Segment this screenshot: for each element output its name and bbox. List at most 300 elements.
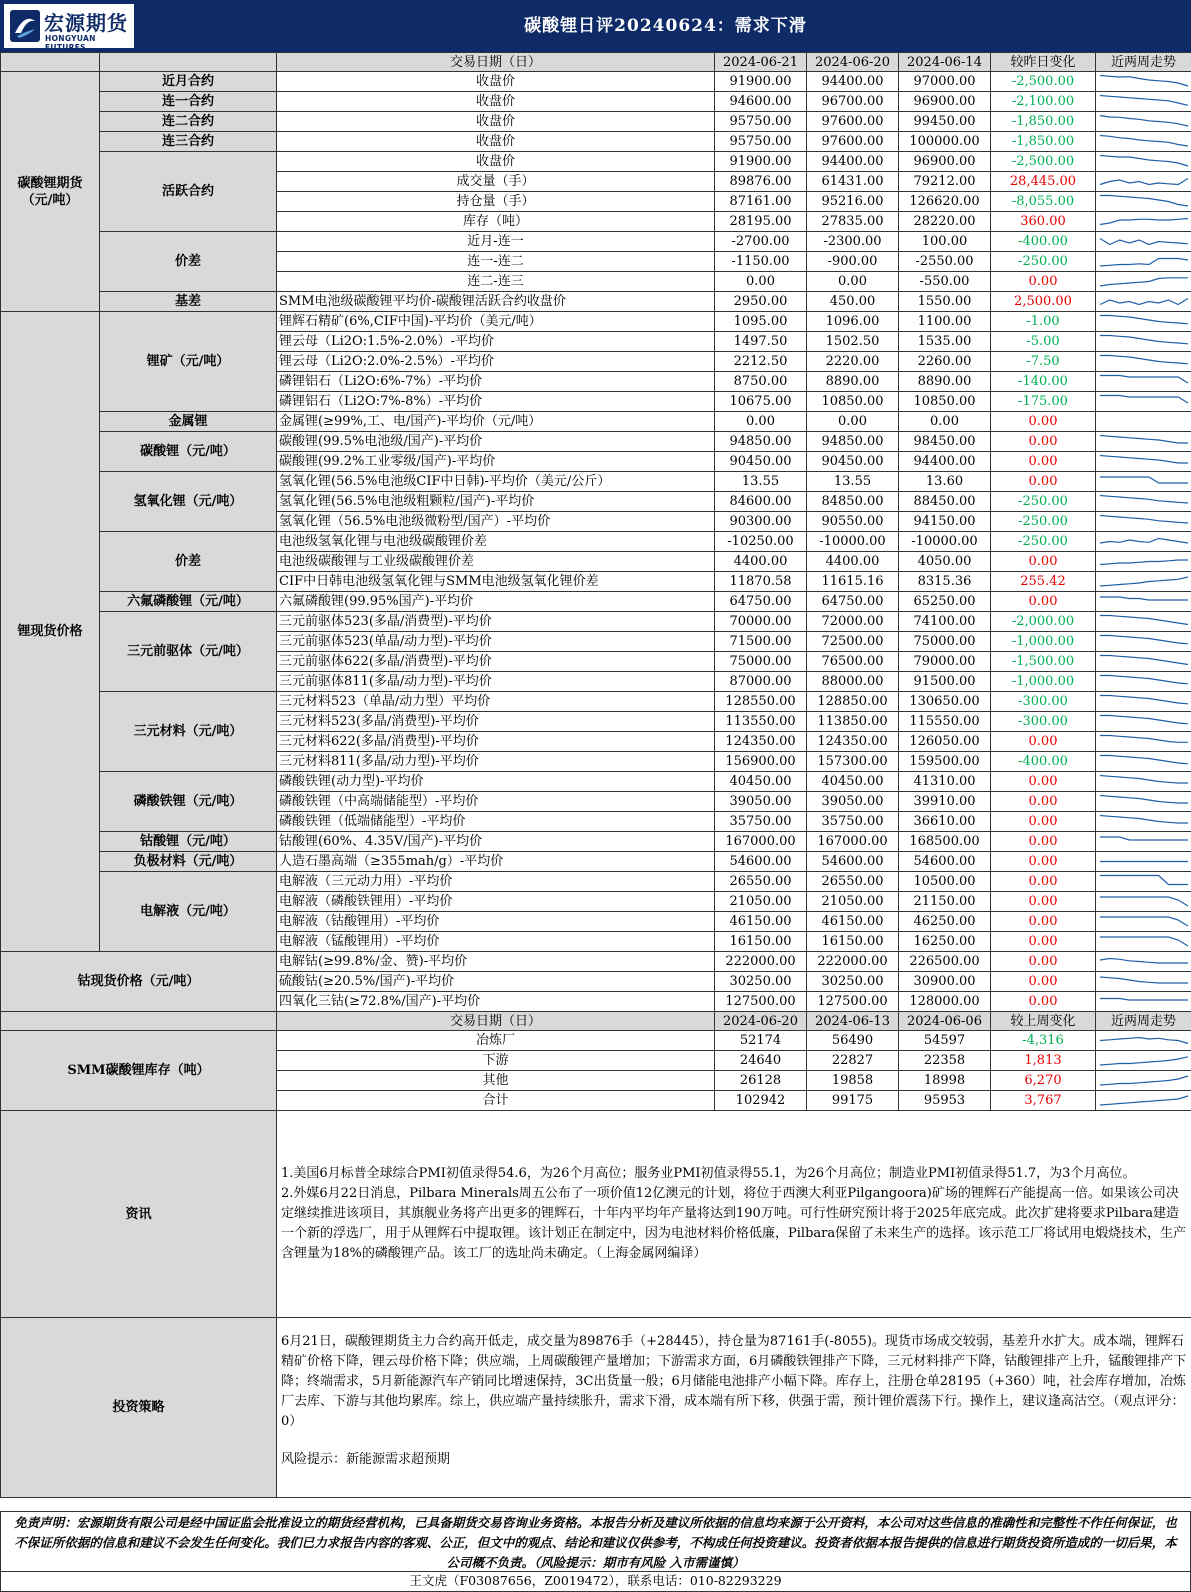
value-date-1: 71500.00 <box>715 632 807 652</box>
trend-sparkline <box>1096 792 1191 812</box>
row-item-label: 三元材料523（单晶/动力型）平均价 <box>277 692 715 712</box>
category-label: 锂矿（元/吨） <box>100 312 277 412</box>
trend-sparkline <box>1096 272 1191 292</box>
strategy-body <box>277 1318 1191 1498</box>
sparkline-icon <box>1096 992 1191 1011</box>
category-label: 负极材料（元/吨） <box>100 852 277 872</box>
row-item-label: SMM电池级碳酸锂平均价-碳酸锂活跃合约收盘价 <box>277 292 715 312</box>
sparkline-path <box>1100 136 1188 147</box>
company-logo <box>3 3 135 52</box>
row-item-label: 三元材料622(多晶/消费型)-平均价 <box>277 732 715 752</box>
value-date-3: 88450.00 <box>899 492 991 512</box>
trend-sparkline <box>1096 392 1191 412</box>
sparkline-path <box>1100 837 1188 840</box>
sparkline-path <box>1100 436 1188 444</box>
value-date-1: 156900.00 <box>715 752 807 772</box>
change-value: 0.00 <box>991 852 1096 872</box>
row-item-label: 近月-连一 <box>277 232 715 252</box>
value-date-2: 157300.00 <box>807 752 899 772</box>
trend-sparkline <box>1096 652 1191 672</box>
value-date-3: 18998 <box>899 1071 991 1091</box>
row-item-label: 四氧化三钴(≥72.8%/国产)-平均价 <box>277 992 715 1012</box>
value-date-2: 84850.00 <box>807 492 899 512</box>
sparkline-icon <box>1096 152 1191 171</box>
value-date-1: 52174 <box>715 1031 807 1051</box>
sparkline-path <box>1100 156 1188 167</box>
news-paragraph: 2.外媒6月22日消息，Pilbara Minerals周五公布了一项价值12亿澳元的计划，将位于西澳大利亚Pilgangoora)矿场的锂辉石产能提高一倍。如果该公司决定继续推进该项目，其旗舰业务将产出更多的锂辉石，十年内平均年产量将达到190万吨。可行性研究预计将于2025年底完成。此次扩建将要求Pilbara建造一个新的浮选厂，用于从锂辉石中提取锂。该计划正在制定中，因为电池材料价格低廉，Pilbara保留了未来生产的选择。该示范工厂将试用电煅烧技术，生产含锂量为18%的磷酸锂产品。该工厂的选址尚未确定。（上海金属网编译） <box>281 1186 1187 1261</box>
value-date-1: 1497.50 <box>715 332 807 352</box>
change-value: 0.00 <box>991 912 1096 932</box>
change-value: 0.00 <box>991 732 1096 752</box>
header-date-1: 2024-06-21 <box>715 53 807 72</box>
sparkline-icon <box>1096 632 1191 651</box>
value-date-3: 54597 <box>899 1031 991 1051</box>
sparkline-path <box>1100 1076 1188 1085</box>
sparkline-icon <box>1096 712 1191 731</box>
value-date-2: 27835.00 <box>807 212 899 232</box>
sparkline-icon <box>1096 312 1191 331</box>
category-label: 基差 <box>100 292 277 312</box>
value-date-2: -900.00 <box>807 252 899 272</box>
sparkline-path <box>1100 496 1188 504</box>
value-date-2: 54600.00 <box>807 852 899 872</box>
value-date-1: 28195.00 <box>715 212 807 232</box>
change-value: -400.00 <box>991 752 1096 772</box>
sparkline-icon <box>1096 352 1191 371</box>
sparkline-path <box>1100 396 1188 404</box>
trend-sparkline <box>1096 632 1191 652</box>
sparkline-icon <box>1096 1051 1191 1070</box>
trend-sparkline <box>1096 672 1191 692</box>
row-item-label: 电解液（三元动力用）-平均价 <box>277 872 715 892</box>
value-date-1: 13.55 <box>715 472 807 492</box>
value-date-2: 96700.00 <box>807 92 899 112</box>
trend-sparkline <box>1096 372 1191 392</box>
value-date-3: 39910.00 <box>899 792 991 812</box>
trend-sparkline <box>1096 552 1191 572</box>
trend-sparkline <box>1096 332 1191 352</box>
change-value: -2,000.00 <box>991 612 1096 632</box>
change-value: -400.00 <box>991 232 1096 252</box>
value-date-1: 94850.00 <box>715 432 807 452</box>
change-value: 0.00 <box>991 972 1096 992</box>
change-value: 0.00 <box>991 952 1096 972</box>
sparkline-icon <box>1096 692 1191 711</box>
value-date-1: 64750.00 <box>715 592 807 612</box>
row-item-label: 磷锂铝石（Li2O:7%-8%）-平均价 <box>277 392 715 412</box>
trend-sparkline <box>1096 812 1191 832</box>
table-row <box>1 292 1191 312</box>
sparkline-icon <box>1096 532 1191 551</box>
sparkline-icon <box>1096 432 1191 451</box>
row-item-label: 三元前驱体622(多晶/消费型)-平均价 <box>277 652 715 672</box>
value-date-2: 97600.00 <box>807 112 899 132</box>
value-date-2: 127500.00 <box>807 992 899 1012</box>
sparkline-icon <box>1096 932 1191 951</box>
sparkline-icon <box>1096 892 1191 911</box>
sparkline-icon <box>1096 232 1191 251</box>
trend-sparkline <box>1096 252 1191 272</box>
sparkline-path <box>1100 356 1188 364</box>
value-date-3: 95953 <box>899 1091 991 1111</box>
sparkline-icon <box>1096 672 1191 691</box>
sparkline-icon <box>1096 492 1191 511</box>
change-value: 0.00 <box>991 992 1096 1012</box>
change-value: -4,316 <box>991 1031 1096 1051</box>
value-date-2: 21050.00 <box>807 892 899 912</box>
sparkline-path <box>1100 116 1188 127</box>
change-value: 0.00 <box>991 432 1096 452</box>
value-date-2: 19858 <box>807 1071 899 1091</box>
sparkline-icon <box>1096 772 1191 791</box>
header-trade-date: 交易日期（日） <box>277 53 715 72</box>
category-label: 金属锂 <box>100 412 277 432</box>
value-date-3: 94150.00 <box>899 512 991 532</box>
trend-sparkline <box>1096 1091 1191 1111</box>
news-paragraph: 1.美国6月标普全球综合PMI初值录得54.6，为26个月高位；服务业PMI初值录得55.1，为26个月高位；制造业PMI初值录得51.7，为3个月高位。 <box>281 1166 1136 1181</box>
sparkline-path <box>1100 539 1188 544</box>
value-date-3: 98450.00 <box>899 432 991 452</box>
value-date-1: 91900.00 <box>715 72 807 92</box>
change-value: -1.00 <box>991 312 1096 332</box>
value-date-2: -2300.00 <box>807 232 899 252</box>
header-blank <box>1 53 100 72</box>
value-date-1: 167000.00 <box>715 832 807 852</box>
strategy-paragraph: 6月21日，碳酸锂期货主力合约高开低走，成交量为89876手（+28445），持仓量为87161手(-8055)。现货市场成交较弱，基差升水扩大。成本端，锂辉石精矿价格下降，锂云母价格下降；供应端，上周碳酸锂产量增加；下游需求方面，6月磷酸铁锂排产下降，三元材料排产下降，钴酸锂排产上升，锰酸锂排产下降；终端需求，5月新能源汽车产销同比增速保持，3C出货量一般；6月储能电池排产小幅下降。库存上，注册仓单28195（+360）吨，社会库存增加，冶炼厂去库、下游与其他均累库。综上，供应端产量持续胀升，需求下滑，成本端有所下移，供强于需，预计锂价震荡下行。操作上，建议逢高沽空。（观点评分：0） <box>281 1334 1187 1429</box>
strategy-label: 投资策略 <box>1 1318 277 1498</box>
report-title: 碳酸锂日评20240624：需求下滑 <box>524 16 807 36</box>
sparkline-icon <box>1096 952 1191 971</box>
row-item-label: 收盘价 <box>277 152 715 172</box>
value-date-1: 40450.00 <box>715 772 807 792</box>
header-trend: 近两周走势 <box>1096 1012 1191 1031</box>
row-item-label: 氢氧化锂(56.5%电池级CIF中日韩)-平均价（美元/公斤） <box>277 472 715 492</box>
header-date-3: 2024-06-06 <box>899 1012 991 1031</box>
sparkline-path <box>1100 259 1188 267</box>
change-value: 0.00 <box>991 872 1096 892</box>
trend-sparkline <box>1096 732 1191 752</box>
row-item-label: 六氟磷酸锂(99.95%国产)-平均价 <box>277 592 715 612</box>
table-row <box>1 592 1191 612</box>
sparkline-icon <box>1096 792 1191 811</box>
row-item-label: 碳酸锂(99.2%工业零级/国产)-平均价 <box>277 452 715 472</box>
change-value: 0.00 <box>991 892 1096 912</box>
row-item-label: 磷酸铁锂(动力型)-平均价 <box>277 772 715 792</box>
row-item-label: 连一-连二 <box>277 252 715 272</box>
value-date-1: 87161.00 <box>715 192 807 212</box>
row-item-label: 成交量（手） <box>277 172 715 192</box>
row-item-label: 其他 <box>277 1071 715 1091</box>
change-value: -1,850.00 <box>991 132 1096 152</box>
change-value: 0.00 <box>991 552 1096 572</box>
row-item-label: 磷锂铝石（Li2O:6%-7%）-平均价 <box>277 372 715 392</box>
value-date-3: 30900.00 <box>899 972 991 992</box>
value-date-2: 4400.00 <box>807 552 899 572</box>
row-item-label: 磷酸铁锂（中高端储能型）-平均价 <box>277 792 715 812</box>
value-date-3: 99450.00 <box>899 112 991 132</box>
sparkline-icon <box>1096 912 1191 931</box>
row-item-label: 电解液（钴酸锂用）-平均价 <box>277 912 715 932</box>
sparkline-icon <box>1096 852 1191 871</box>
sparkline-path <box>1100 636 1188 644</box>
sparkline-path <box>1100 219 1188 225</box>
sparkline-icon <box>1096 552 1191 571</box>
sparkline-path <box>1100 239 1188 245</box>
value-date-2: 40450.00 <box>807 772 899 792</box>
value-date-3: 226500.00 <box>899 952 991 972</box>
value-date-2: 0.00 <box>807 412 899 432</box>
row-item-label: 氢氧化锂（56.5%电池级微粉型/国产）-平均价 <box>277 512 715 532</box>
value-date-1: 84600.00 <box>715 492 807 512</box>
table-row <box>1 1031 1191 1051</box>
value-date-1: 128550.00 <box>715 692 807 712</box>
sparkline-icon <box>1096 372 1191 391</box>
table-row <box>1 832 1191 852</box>
change-value: 1,813 <box>991 1051 1096 1071</box>
header-blank <box>1 1012 277 1031</box>
category-label: 连二合约 <box>100 112 277 132</box>
sparkline-path <box>1100 1096 1188 1105</box>
news-body <box>277 1111 1191 1318</box>
trend-sparkline <box>1096 112 1191 132</box>
group-label: 碳酸锂期货（元/吨） <box>1 72 100 312</box>
sparkline-path <box>1100 597 1188 600</box>
group-label: SMM碳酸锂库存（吨） <box>1 1031 277 1111</box>
category-label: 六氟磷酸锂（元/吨） <box>100 592 277 612</box>
value-date-2: 94400.00 <box>807 72 899 92</box>
table-row <box>1 852 1191 872</box>
trend-sparkline <box>1096 612 1191 632</box>
trend-sparkline <box>1096 132 1191 152</box>
sparkline-path <box>1100 999 1188 1001</box>
sparkline-path <box>1100 696 1188 704</box>
row-item-label: 金属锂(≥99%,工、电/国产)-平均价（元/吨） <box>277 412 715 432</box>
table-row <box>1 692 1191 712</box>
table-row <box>1 532 1191 552</box>
category-label: 价差 <box>100 532 277 592</box>
sparkline-icon <box>1096 292 1191 311</box>
sparkline-path <box>1100 977 1188 983</box>
sparkline-icon <box>1096 1091 1191 1110</box>
table-row <box>1 1318 1191 1498</box>
header-trend: 近两周走势 <box>1096 53 1191 72</box>
sparkline-icon <box>1096 512 1191 531</box>
value-date-1: 222000.00 <box>715 952 807 972</box>
sparkline-path <box>1100 616 1188 625</box>
row-item-label: 冶炼厂 <box>277 1031 715 1051</box>
sparkline-icon <box>1096 392 1191 411</box>
sparkline-icon <box>1096 572 1191 591</box>
value-date-1: 113550.00 <box>715 712 807 732</box>
table-row <box>1 132 1191 152</box>
sparkline-icon <box>1096 252 1191 271</box>
risk-warning: 风险提示：新能源需求超预期 <box>281 1452 451 1467</box>
row-item-label: 硫酸钴(≥20.5%/国产)-平均价 <box>277 972 715 992</box>
value-date-2: -10000.00 <box>807 532 899 552</box>
trend-sparkline <box>1096 452 1191 472</box>
value-date-1: 94600.00 <box>715 92 807 112</box>
change-value: 6,270 <box>991 1071 1096 1091</box>
value-date-1: 90450.00 <box>715 452 807 472</box>
value-date-1: 30250.00 <box>715 972 807 992</box>
report-header <box>0 0 1191 52</box>
sparkline-path <box>1100 959 1188 964</box>
value-date-3: 97000.00 <box>899 72 991 92</box>
sparkline-icon <box>1096 452 1191 471</box>
value-date-3: 8315.36 <box>899 572 991 592</box>
value-date-2: 95216.00 <box>807 192 899 212</box>
trend-sparkline <box>1096 972 1191 992</box>
sparkline-icon <box>1096 472 1191 491</box>
value-date-3: 1100.00 <box>899 312 991 332</box>
value-date-3: 115550.00 <box>899 712 991 732</box>
value-date-2: 61431.00 <box>807 172 899 192</box>
value-date-3: 1550.00 <box>899 292 991 312</box>
value-date-3: 36610.00 <box>899 812 991 832</box>
value-date-3: 10850.00 <box>899 392 991 412</box>
value-date-1: 2950.00 <box>715 292 807 312</box>
row-item-label: 三元前驱体523(单晶/动力型)-平均价 <box>277 632 715 652</box>
trend-sparkline <box>1096 292 1191 312</box>
value-date-2: 64750.00 <box>807 592 899 612</box>
value-date-3: 96900.00 <box>899 92 991 112</box>
value-date-2: 0.00 <box>807 272 899 292</box>
value-date-2: 94400.00 <box>807 152 899 172</box>
value-date-1: 46150.00 <box>715 912 807 932</box>
row-item-label: 收盘价 <box>277 132 715 152</box>
value-date-2: 56490 <box>807 1031 899 1051</box>
table-row <box>1 1012 1191 1031</box>
group-label: 钴现货价格（元/吨） <box>1 952 277 1012</box>
value-date-2: 450.00 <box>807 292 899 312</box>
value-date-1: 102942 <box>715 1091 807 1111</box>
value-date-1: 16150.00 <box>715 932 807 952</box>
value-date-1: 4400.00 <box>715 552 807 572</box>
sparkline-icon <box>1096 172 1191 191</box>
header-date-3: 2024-06-14 <box>899 53 991 72</box>
value-date-3: 41310.00 <box>899 772 991 792</box>
value-date-3: 168500.00 <box>899 832 991 852</box>
row-item-label: 钴酸锂(60%、4.35V/国产)-平均价 <box>277 832 715 852</box>
sparkline-icon <box>1096 132 1191 151</box>
sparkline-path <box>1100 676 1188 684</box>
row-item-label: 三元材料811(多晶/动力型)-平均价 <box>277 752 715 772</box>
value-date-2: 11615.16 <box>807 572 899 592</box>
value-date-1: 91900.00 <box>715 152 807 172</box>
value-date-2: 26550.00 <box>807 872 899 892</box>
change-value: 360.00 <box>991 212 1096 232</box>
logo-en-text: HONGYUAN FUTURES <box>45 34 96 52</box>
category-label: 磷酸铁锂（元/吨） <box>100 772 277 832</box>
row-item-label: 持仓量（手） <box>277 192 715 212</box>
sparkline-path <box>1100 577 1188 586</box>
value-date-1: -10250.00 <box>715 532 807 552</box>
category-label: 连一合约 <box>100 92 277 112</box>
change-value: 3,767 <box>991 1091 1096 1111</box>
row-item-label: 锂云母（Li2O:1.5%-2.0%）-平均价 <box>277 332 715 352</box>
sparkline-path <box>1100 816 1188 824</box>
sparkline-icon <box>1096 272 1191 291</box>
change-value: 2,500.00 <box>991 292 1096 312</box>
sparkline-path <box>1100 336 1188 344</box>
value-date-2: 94850.00 <box>807 432 899 452</box>
trend-sparkline <box>1096 72 1191 92</box>
sparkline-path <box>1100 937 1188 946</box>
change-value: 0.00 <box>991 452 1096 472</box>
value-date-2: 99175 <box>807 1091 899 1111</box>
change-value: 0.00 <box>991 932 1096 952</box>
row-item-label: 三元材料523(多晶/消费型)-平均价 <box>277 712 715 732</box>
sparkline-path <box>1100 796 1188 804</box>
value-date-2: 90450.00 <box>807 452 899 472</box>
change-value: -1,000.00 <box>991 632 1096 652</box>
value-date-2: 97600.00 <box>807 132 899 152</box>
table-row <box>1 472 1191 492</box>
value-date-2: 8890.00 <box>807 372 899 392</box>
table-row <box>1 772 1191 792</box>
value-date-2: 76500.00 <box>807 652 899 672</box>
value-date-1: 89876.00 <box>715 172 807 192</box>
trend-sparkline <box>1096 872 1191 892</box>
trend-sparkline <box>1096 1071 1191 1091</box>
sparkline-path <box>1100 917 1188 926</box>
row-item-label: 下游 <box>277 1051 715 1071</box>
value-date-3: 21150.00 <box>899 892 991 912</box>
sparkline-path <box>1100 516 1188 524</box>
sparkline-icon <box>1096 652 1191 671</box>
value-date-1: 127500.00 <box>715 992 807 1012</box>
row-item-label: 收盘价 <box>277 92 715 112</box>
header-date-1: 2024-06-20 <box>715 1012 807 1031</box>
value-date-3: 94400.00 <box>899 452 991 472</box>
data-table <box>0 52 1191 1498</box>
value-date-3: 10500.00 <box>899 872 991 892</box>
value-date-2: 1096.00 <box>807 312 899 332</box>
sparkline-path <box>1100 560 1188 565</box>
sparkline-icon <box>1096 1031 1191 1050</box>
logo-cn-text: 宏源期货 <box>44 11 128 35</box>
sparkline-path <box>1100 656 1188 665</box>
sparkline-icon <box>1096 752 1191 771</box>
change-value: -250.00 <box>991 512 1096 532</box>
change-value: -5.00 <box>991 332 1096 352</box>
trend-sparkline <box>1096 1031 1191 1051</box>
sparkline-icon <box>1096 872 1191 891</box>
trend-sparkline <box>1096 312 1191 332</box>
sparkline-path <box>1100 876 1188 885</box>
change-value: -1,500.00 <box>991 652 1096 672</box>
value-date-2: 46150.00 <box>807 912 899 932</box>
value-date-2: 16150.00 <box>807 932 899 952</box>
row-item-label: 电解液（磷酸铁锂用）-平均价 <box>277 892 715 912</box>
value-date-3: 65250.00 <box>899 592 991 612</box>
value-date-1: -2700.00 <box>715 232 807 252</box>
header-change: 较上周变化 <box>991 1012 1096 1031</box>
change-value: 0.00 <box>991 772 1096 792</box>
trend-sparkline <box>1096 172 1191 192</box>
sparkline-icon <box>1096 92 1191 111</box>
change-value: 0.00 <box>991 592 1096 612</box>
value-date-2: 30250.00 <box>807 972 899 992</box>
sparkline-path <box>1100 736 1188 743</box>
trend-sparkline <box>1096 532 1191 552</box>
trend-sparkline <box>1096 412 1191 432</box>
row-item-label: 连二-连三 <box>277 272 715 292</box>
trend-sparkline <box>1096 472 1191 492</box>
value-date-3: 0.00 <box>899 412 991 432</box>
category-label: 价差 <box>100 232 277 292</box>
sparkline-icon <box>1096 332 1191 351</box>
